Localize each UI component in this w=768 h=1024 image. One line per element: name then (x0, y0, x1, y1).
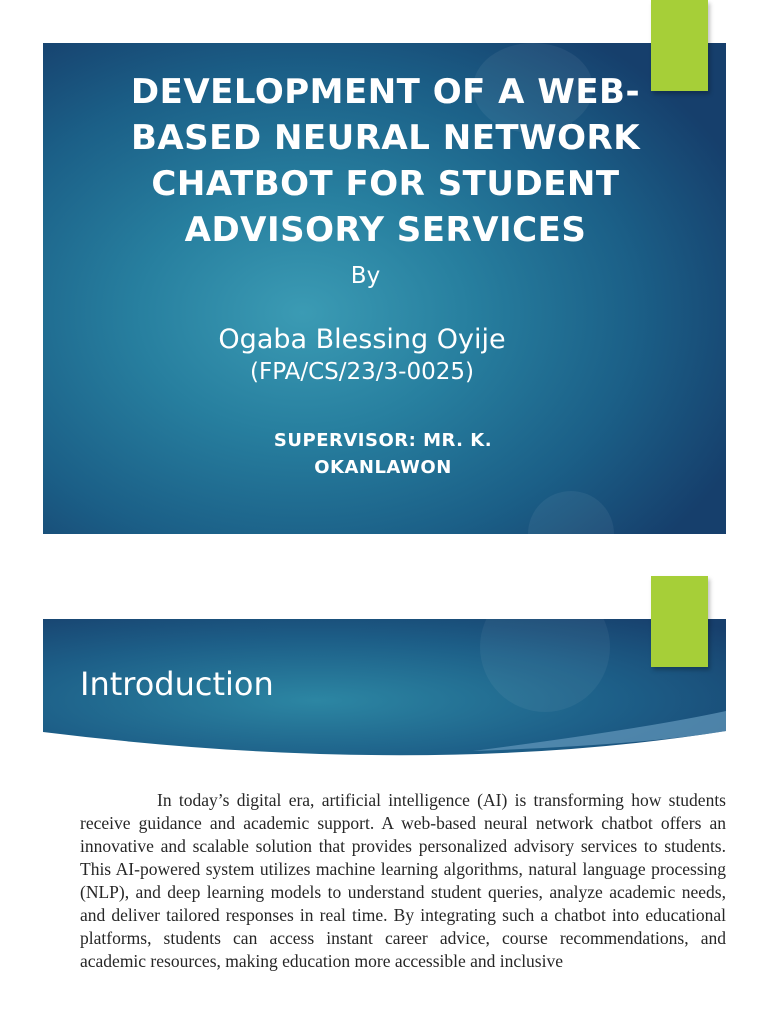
introduction-slide (43, 619, 726, 1024)
introduction-paragraph: In today’s digital era, artificial intelligence (AI) is transforming how students receive guidance and academic support. A web-based neural network chatbot offers an innovative and scalable solution that provides personalized advisory services to students. This AI-powered system utilizes machine learning algorithms, natural language processing (NLP), and deep learning models to understand student queries, analyze academic needs, and deliver tailored responses in real time. By integrating such a chatbot into educational platforms, students can access instant career advice, course recommendations, and academic resources, making education more accessible and inclusive (80, 790, 726, 971)
title-slide (43, 43, 726, 534)
accent-tab (651, 0, 708, 91)
supervisor-name: SUPERVISOR: MR. K. OKANLAWON (273, 430, 493, 478)
accent-tab (651, 576, 708, 667)
section-heading: Introduction (80, 665, 274, 703)
decorative-circle (528, 491, 614, 534)
author-name: Ogaba Blessing Oyije (218, 324, 506, 355)
matric-number: (FPA/CS/23/3-0025) (250, 359, 474, 385)
presentation-title: DEVELOPMENT OF A WEB-BASED NEURAL NETWORK CHATBOT FOR STUDENT ADVISORY SERVICES (130, 72, 641, 250)
by-label: By (350, 263, 381, 289)
